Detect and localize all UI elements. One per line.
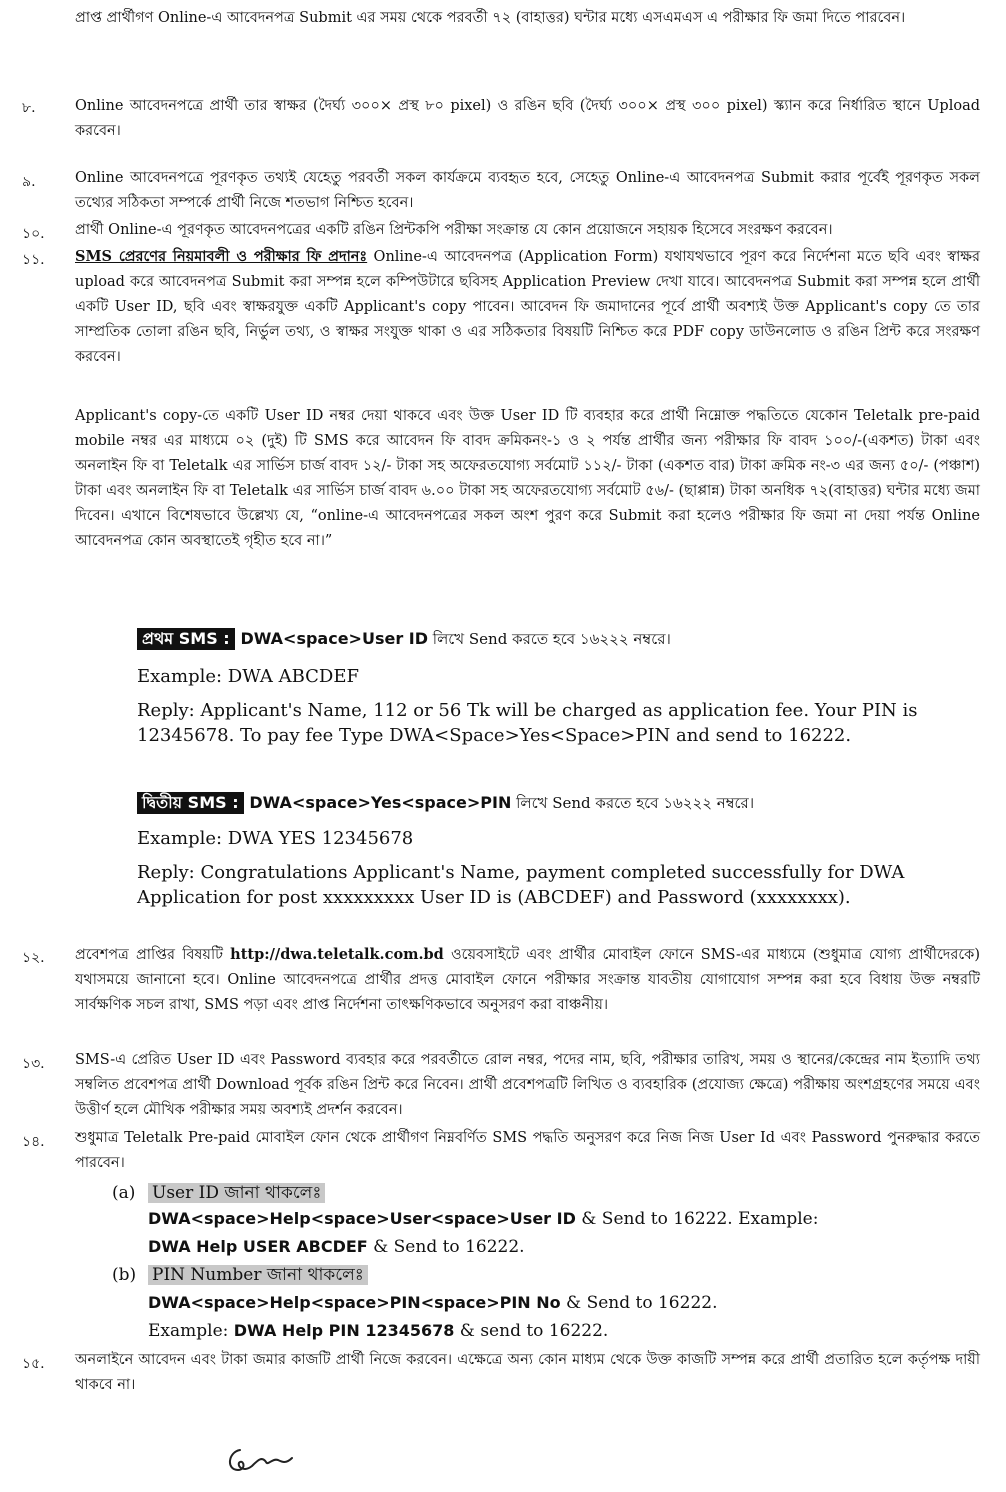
- sms1-reply: Reply: Applicant's Name, 112 or 56 Tk will be charged as application fee. Your PIN is 12345678. To pay fee Type DWA<Space>Yes<Space>PIN and send to 16222.: [137, 700, 918, 746]
- item-14a-command: [148, 1206, 982, 1232]
- sms2-reply: Reply: Congratulations Applicant's Name, payment completed successfully for DWA Application for post xxxxxxxxx User ID is (ABCDEF) and Password (xxxxxxxx).: [137, 862, 905, 908]
- item-14a-tag: [148, 1180, 325, 1206]
- item-11-heading: SMS প্রেরণের নিয়মাবলী ও পরীক্ষার ফি প্রদানঃ: [75, 248, 368, 265]
- item-13-text: SMS-এ প্রেরিত User ID এবং Password ব্যবহার করে পরবর্তীতে রোল নম্বর, পদের নাম, ছবি, পরীক্ষার তারিখ, সময় ও স্থানের/কেন্দ্রের নাম ইত্যাদি তথ্য সম্বলিত প্রবেশপত্র প্রার্থী Download পূর্বক রঙিন প্রিন্ট করে নিবেন। প্রার্থী প্রবেশপত্রটি লিখিত ও ব্যবহারিক (প্রযোজ্য ক্ষেত্রে) পরীক্ষায় অংশগ্রহণের সময়ে এবং উত্তীর্ণ হলে মৌখিক পরীক্ষার সময় অবশ্যই প্রদর্শন করবেন।: [75, 1052, 980, 1118]
- item-14b-ex-rest: & send to 16222.: [454, 1321, 609, 1341]
- item-14b-ex: DWA Help PIN 12345678: [233, 1321, 455, 1340]
- item-11-fee-paragraph: Applicant's copy-তে একটি User ID নম্বর দেয়া থাকবে এবং উক্ত User ID টি ব্যবহার করে প্রার্থী নিম্নোক্ত পদ্ধতিতে যেকোন Teletalk pre-paid mobile নম্বর এর মাধ্যমে ০২ (দুই) টি SMS করে আবেদন ফি বাবদ ক্রমিকনং-১ ও ২ পর্যন্ত প্রার্থীর জন্য পরীক্ষার ফি বাবদ ১০০/-(একশত) টাকা এবং অনলাইন ফি বা Teletalk এর সার্ভিস চার্জ বাবদ ১২/- টাকা সহ অফেরতযোগ্য সর্বমোট ১১২/- টাকা (একশত বার) টাকা ক্রমিক নং-৩ এর জন্য ৫০/- (পঞ্চাশ) টাকা এবং অনলাইন ফি বা Teletalk এর সার্ভিস চার্জ বাবদ ৬.০০ টাকা সহ অফেরতযোগ্য সর্বমোট ৫৬/- (ছাপ্পান্ন) টাকা অনধিক ৭২(বাহাত্তর) ঘন্টার মধ্যে জমা দিবেন। এখানে বিশেষভাবে উল্লেখ্য যে, “online-এ আবেদনপত্রের সকল অংশ পুরণ করে Submit করা হলেও পরীক্ষার ফি জমা না দেয়া পর্যন্ত Online আবেদনপত্র কোন অবস্থাতেই গৃহীত হবে না।”: [75, 408, 980, 549]
- sms2-command: DWA<space>Yes<space>PIN: [249, 793, 512, 812]
- item-14a-tag-text: User ID জানা থাকলেঃ: [148, 1183, 325, 1203]
- item-14a-cmd: DWA<space>Help<space>User<space>User ID: [148, 1209, 576, 1228]
- item-12-text: [75, 942, 980, 1018]
- sms1-instruction-rest: লিখে Send করতে হবে ১৬২২২ নম্বরে।: [428, 630, 671, 648]
- signature-mark: [222, 1440, 302, 1480]
- item-14-number: ১৪.: [22, 1134, 45, 1150]
- sms2-example: Example: DWA YES 12345678: [137, 828, 414, 849]
- item-9-text: Online আবেদনপত্রে পূরণকৃত তথ্যই যেহেতু পরবর্তী সকল কার্যক্রমে ব্যবহৃত হবে, সেহেতু Online-এ আবেদনপত্র Submit করার পূর্বেই পূরণকৃত সকল তথ্যের সঠিকতা সম্পর্কে প্রার্থী নিজে শতভাগ নিশ্চিত হবেন।: [75, 170, 980, 211]
- item-12-pre: প্রবেশপত্র প্রাপ্তির বিষয়টি: [75, 947, 231, 963]
- item-14b-rest: & Send to 16222.: [560, 1293, 718, 1313]
- item-8-text: Online আবেদনপত্রে প্রার্থী তার স্বাক্ষর (দৈর্ঘ্য ৩০০× প্রস্থ ৮০ pixel) ও রঙিন ছবি (দৈর্ঘ্য ৩০০× প্রস্থ ৩০০ pixel) স্ক্যান করে নির্ধারিত স্থানে Upload করবেন।: [75, 98, 980, 139]
- item-15-number: ১৫.: [22, 1356, 45, 1372]
- item-11-body: Online-এ আবেদনপত্র (Application Form) যথাযথভাবে পূরণ করে নির্দেশনা মতে ছবি এবং স্বাক্ষর upload করে আবেদনপত্র Submit করা সম্পন্ন হলে কম্পিউটারে ছবিসহ Application Preview দেখা যাবে। আবেদনপত্র Submit করা সম্পন্ন হলে প্রার্থী একটি User ID, ছবি এবং স্বাক্ষরযুক্ত একটি Applicant's copy পাবেন। আবেদন ফি জমাদানের পূর্বে প্রার্থী অবশ্যই উক্ত Applicant's copy তে তার সাম্প্রতিক তোলা রঙিন ছবি, নির্ভুল তথ্য, ও স্বাক্ষর সংযুক্ত থাকা ও এর সঠিকতার বিষয়টি নিশ্চিত করে PDF copy ডাউনলোড ও রঙিন প্রিন্ট করে সংরক্ষণ করবেন।: [75, 249, 980, 365]
- item-13-number: ১৩.: [22, 1056, 45, 1072]
- item-11-text: [75, 244, 980, 370]
- item-14-text: শুধুমাত্র Teletalk Pre-paid মোবাইল ফোন থেকে প্রার্থীগণ নিম্নবর্ণিত SMS পদ্ধতি অনুসরণ করে নিজ নিজ User Id এবং Password পুনরুদ্ধার করতে পারবেন।: [75, 1130, 980, 1171]
- item-14a-rest: & Send to 16222. Example:: [575, 1209, 819, 1229]
- item-12-url[interactable]: http://dwa.teletalk.com.bd: [230, 946, 444, 963]
- sms1-example: Example: DWA ABCDEF: [137, 666, 359, 687]
- sms1-instruction: [137, 626, 982, 652]
- item-9-number: ৯.: [22, 174, 36, 190]
- item-14b-command: [148, 1290, 717, 1316]
- item-8-number: ৮.: [22, 100, 36, 116]
- item-11-number: ১১.: [22, 252, 45, 268]
- item-14a-ex: DWA Help USER ABCDEF: [148, 1237, 368, 1256]
- sms1-tag: প্রথম SMS :: [137, 628, 235, 650]
- sms2-instruction: [137, 790, 982, 816]
- sms2-instruction-rest: লিখে Send করতে হবে ১৬২২২ নম্বরে।: [511, 794, 755, 812]
- item-14b-ex-pre: Example:: [148, 1321, 234, 1341]
- sms2-tag: দ্বিতীয় SMS :: [137, 792, 244, 814]
- item-14a-example: [148, 1234, 525, 1260]
- item-14b-label: (b): [112, 1265, 137, 1285]
- item-10-number: ১০.: [22, 226, 45, 242]
- item-14b-cmd: DWA<space>Help<space>PIN<space>PIN No: [148, 1293, 561, 1312]
- item-14b-example: [148, 1318, 608, 1344]
- item-7-continuation: প্রাপ্ত প্রার্থীগণ Online-এ আবেদনপত্র Submit এর সময় থেকে পরবর্তী ৭২ (বাহাত্তর) ঘন্টার মধ্যে এসএমএস এ পরীক্ষার ফি জমা দিতে পারবেন।: [75, 10, 906, 26]
- item-12-number: ১২.: [22, 950, 45, 966]
- item-14a-label: (a): [112, 1183, 136, 1203]
- item-12-post: ওয়েবসাইটে এবং প্রার্থীর মোবাইল ফোনে SMS-এর মাধ্যমে (শুধুমাত্র যোগ্য প্রার্থীদেরকে) যথাসময়ে জানানো হবে। Online আবেদনপত্রে প্রার্থীর প্রদত্ত মোবাইল ফোনে পরীক্ষার সংক্রান্ত যাবতীয় যোগাযোগ সম্পন্ন করা হবে বিধায় উক্ত নম্বরটি সার্বক্ষণিক সচল রাখা, SMS পড়া এবং প্রাপ্ত নির্দেশনা তাৎক্ষণিকভাবে অনুসরণ করা বাঞ্চনীয়।: [75, 947, 980, 1013]
- item-14a-ex-rest: & Send to 16222.: [367, 1237, 525, 1257]
- sms1-command: DWA<space>User ID: [240, 629, 429, 648]
- item-15-text: অনলাইনে আবেদন এবং টাকা জমার কাজটি প্রার্থী নিজে করবেন। এক্ষেত্রে অন্য কোন মাধ্যম থেকে উক্ত কাজটি সম্পন্ন করে প্রার্থী প্রতারিত হলে কর্তৃপক্ষ দায়ী থাকবে না।: [75, 1352, 980, 1393]
- item-14b-tag-text: PIN Number জানা থাকলেঃ: [148, 1265, 368, 1285]
- item-10-text: প্রার্থী Online-এ পূরণকৃত আবেদনপত্রের একটি রঙিন প্রিন্টকপি পরীক্ষা সংক্রান্ত যে কোন প্রয়োজনে সহায়ক হিসেবে সংরক্ষণ করবেন।: [75, 222, 833, 238]
- item-14b-tag: [148, 1262, 368, 1288]
